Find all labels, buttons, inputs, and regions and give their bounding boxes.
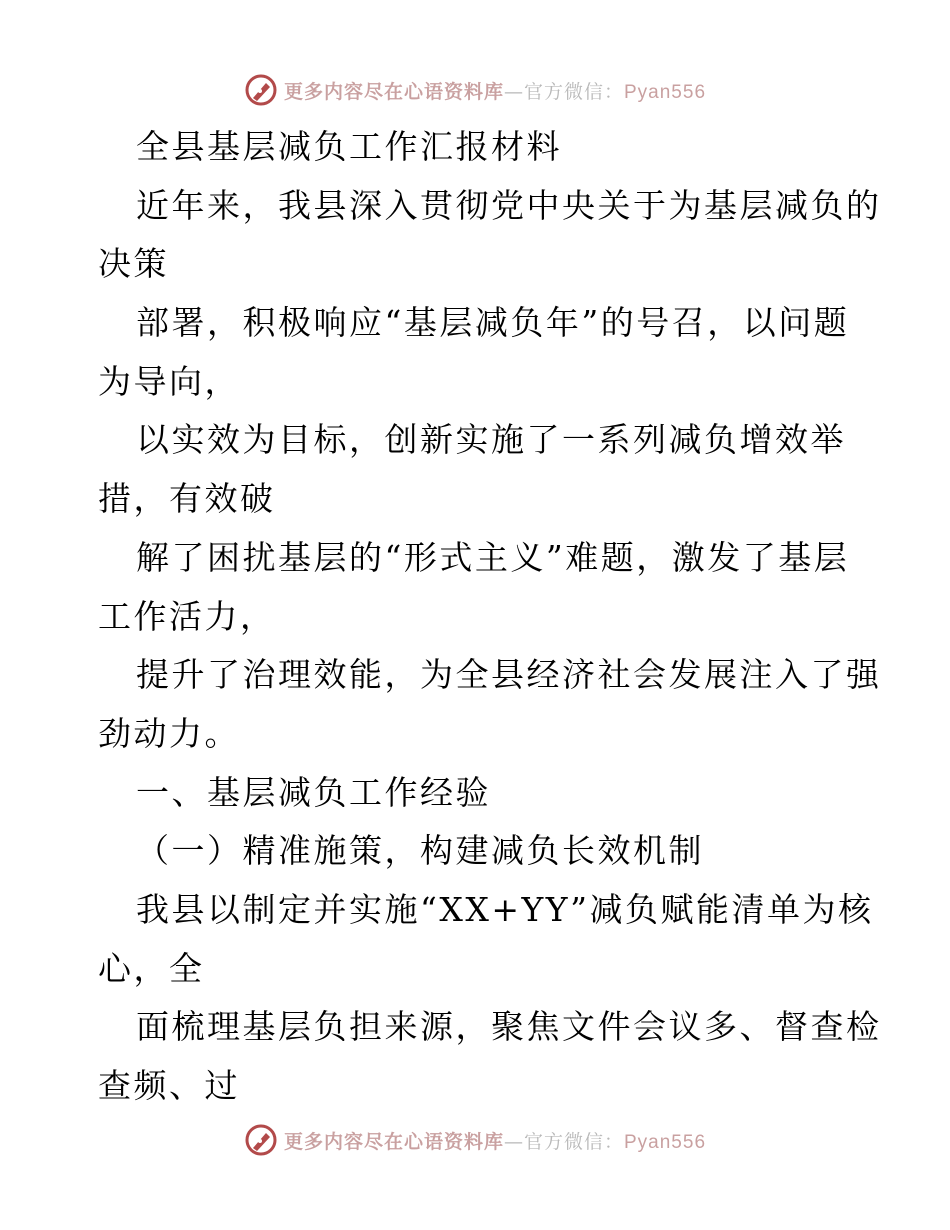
document-title: 全县基层减负工作汇报材料 — [136, 127, 562, 166]
subsection-heading: （一）精准施策，构建减负长效机制 — [136, 831, 704, 871]
text-line: 近年来，我县深入贯彻党中央关于为基层减负的 — [136, 185, 882, 225]
text-line: 决策 — [98, 244, 169, 284]
text-line: 面梳理基层负担来源，聚焦文件会议多、督查检 — [136, 1007, 882, 1047]
watermark-text-group — [284, 77, 706, 104]
text-line: 为导向， — [98, 361, 240, 401]
text-line: 心，全 — [98, 948, 205, 988]
text-line: 劲动力。 — [98, 713, 240, 753]
pen-logo-icon — [244, 1123, 278, 1157]
text-line: 部署，积极响应“基层减负年”的号召，以问题 — [136, 303, 850, 343]
text-line: 措，有效破 — [98, 479, 276, 519]
watermark-handle: Pyan556 — [624, 1131, 707, 1153]
text-line: 我县以制定并实施“XX+YY”减负赋能清单为核 — [136, 889, 874, 929]
watermark-text: 更多内容尽在心语资料库 — [283, 80, 504, 103]
section-heading: 一、基层减负工作经验 — [136, 772, 491, 812]
document-body — [98, 118, 882, 1116]
text-line: 以实效为目标，创新实施了一系列减负增效举 — [136, 420, 846, 460]
text-line: 提升了治理效能，为全县经济社会发展注入了强 — [136, 655, 882, 695]
watermark-label: 官方微信： — [523, 80, 624, 103]
text-line: 查频、过 — [98, 1066, 240, 1105]
watermark-footer — [0, 1120, 950, 1160]
watermark-text-group — [284, 1127, 706, 1154]
watermark-handle: Pyan556 — [624, 81, 707, 103]
text-line: 工作活力， — [98, 596, 276, 636]
pen-logo-icon — [244, 73, 278, 107]
watermark-separator: — — [503, 80, 524, 103]
text-line: 解了困扰基层的“形式主义”难题，激发了基层 — [136, 537, 850, 577]
watermark-header — [0, 70, 950, 110]
watermark-text: 更多内容尽在心语资料库 — [283, 1130, 504, 1153]
watermark-label: 官方微信： — [523, 1130, 624, 1153]
watermark-separator: — — [503, 1130, 524, 1153]
